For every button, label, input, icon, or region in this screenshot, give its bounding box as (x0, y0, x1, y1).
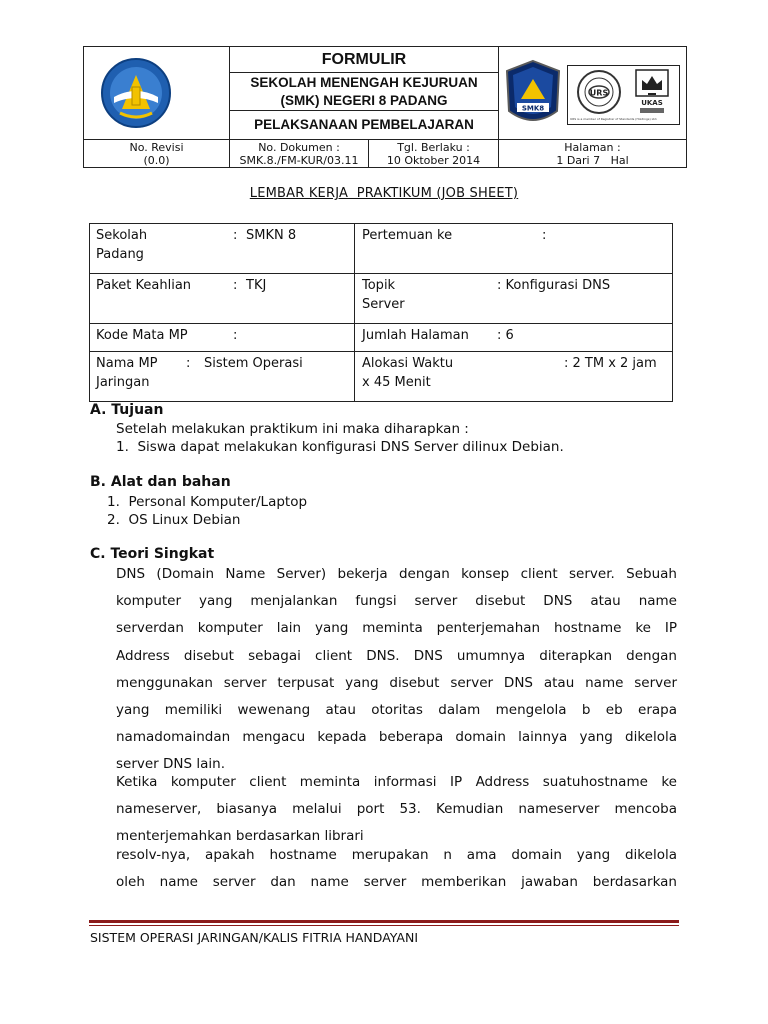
subject-code-cell (90, 324, 355, 351)
process-title: PELAKSANAAN PEMBELAJARAN (254, 117, 474, 132)
footer-rule-thick (89, 920, 679, 923)
revision-label: No. Revisi (129, 141, 184, 154)
effective-date-cell (369, 140, 499, 167)
section-b-item-1: 1. Personal Komputer/Laptop (107, 494, 308, 510)
subject-name-cell (90, 352, 355, 401)
form-header-table (83, 46, 687, 168)
subject-code-colon: : (233, 328, 238, 343)
info-row-school (90, 224, 672, 274)
info-row-subject (90, 352, 672, 401)
theory-line-9: Ketika komputer client meminta informasi IP Address suatuhostname ke (116, 774, 677, 790)
time-allocation-label: Alokasi Waktu (362, 356, 454, 371)
info-row-code (90, 324, 672, 352)
urs-logo-text: URS (589, 88, 609, 98)
meeting-cell (355, 224, 672, 273)
job-sheet-info-table (89, 223, 673, 402)
section-b-heading: B. Alat dan bahan (90, 474, 231, 490)
page-count-value: 1 Dari 7 Hal (556, 154, 629, 167)
document-title: LEMBAR KERJA PRAKTIKUM (JOB SHEET) (249, 186, 519, 201)
footer-rule-thin (89, 925, 679, 926)
tut-wuri-handayani-logo (84, 47, 230, 139)
page-count-label: Halaman : (564, 141, 621, 154)
theory-line-11: menterjemahkan berdasarkan librari (116, 828, 364, 844)
page-total-label: Jumlah Halaman (362, 328, 469, 343)
topic-cell (355, 274, 672, 323)
meeting-label: Pertemuan ke (362, 228, 453, 243)
theory-line-6: yang memiliki wewenang atau otoritas dalam mengelola b eb erapa (116, 702, 677, 718)
school-cell (90, 224, 355, 273)
section-a-item-1: 1. Siswa dapat melakukan konfigurasi DNS Server dilinux Debian. (116, 439, 564, 455)
revision-value: (0.0) (143, 154, 170, 167)
page-count-cell (499, 140, 686, 167)
page-total-value: : 6 (497, 328, 514, 343)
school-label: Sekolah (96, 228, 148, 243)
effective-date-value: 10 Oktober 2014 (386, 154, 481, 167)
theory-line-10: nameserver, biasanya melalui port 53. Kemudian nameserver mencoba (116, 801, 677, 817)
time-allocation-value: : 2 TM x 2 jam (564, 356, 657, 371)
school-value-cont: Padang (96, 247, 144, 262)
school-colon: : (233, 228, 238, 243)
skill-package-colon: : (233, 278, 238, 293)
ukas-logo-text: UKAS (641, 99, 663, 107)
topic-label: Topik (362, 278, 396, 293)
meeting-colon: : (542, 228, 547, 243)
document-number-cell (230, 140, 369, 167)
skill-package-cell (90, 274, 355, 323)
theory-line-7: namadomaindan mengacu kepada beberapa domain lainnya yang dikelola (116, 729, 677, 745)
section-a-intro: Setelah melakukan praktikum ini maka diharapkan : (116, 421, 469, 437)
urs-logo (572, 68, 626, 116)
theory-line-5: menggunakan server terpusat yang disebut server DNS atau name server (116, 675, 677, 691)
school-name-line1: SEKOLAH MENENGAH KEJURUAN (250, 75, 478, 90)
topic-value-cont: Server (362, 297, 405, 312)
tut-wuri-logo-cell (84, 47, 230, 139)
info-row-skill (90, 274, 672, 324)
certification-logos-cell (499, 47, 686, 139)
skill-package-value: TKJ (246, 278, 267, 293)
school-name (230, 73, 498, 111)
certificate-caption: URS is a member of Registrar of Standards (Holdings) Ltd. (570, 117, 658, 121)
document-number-value: SMK.8./FM-KUR/03.11 (239, 154, 359, 167)
document-meta-row (84, 139, 686, 167)
skill-package-label: Paket Keahlian (96, 278, 192, 293)
theory-line-13: oleh name server dan name server memberikan jawaban berdasarkan (116, 874, 677, 890)
section-a-heading: A. Tujuan (90, 402, 164, 418)
section-c-heading: C. Teori Singkat (90, 546, 215, 562)
theory-line-3: serverdan komputer lain yang meminta penterjemahan hostname ke IP (116, 620, 677, 636)
urs-ukas-certificate-logo (567, 65, 680, 125)
theory-line-2: komputer yang menjalankan fungsi server disebut DNS atau name (116, 593, 677, 609)
subject-name-label: Nama MP (96, 356, 158, 371)
topic-value: : Konfigurasi DNS (497, 278, 611, 293)
time-allocation-value-cont: x 45 Menit (362, 375, 431, 390)
ukas-crown-logo (630, 68, 674, 116)
form-title: FORMULIR (230, 47, 498, 73)
header-title-cell (230, 47, 499, 139)
theory-line-4: Address disebut sebagai client DNS. DNS umumnya diterapkan dengan (116, 648, 677, 664)
smk8-logo (503, 59, 563, 131)
time-allocation-cell (355, 352, 672, 401)
page-footer: SISTEM OPERASI JARINGAN/KALIS FITRIA HANDAYANI (90, 930, 419, 945)
subject-name-value-cont: Jaringan (96, 375, 150, 390)
section-b-item-2: 2. OS Linux Debian (107, 512, 241, 528)
theory-line-12: resolv-nya, apakah hostname merupakan n ama domain yang dikelola (116, 847, 677, 863)
smk8-logo-text: SMK8 (521, 104, 545, 113)
page-total-cell (355, 324, 672, 351)
effective-date-label: Tgl. Berlaku : (397, 141, 470, 154)
revision-cell (84, 140, 230, 167)
subject-name-value: Sistem Operasi (204, 356, 303, 371)
subject-name-colon: : (186, 356, 191, 371)
theory-line-8: server DNS lain. (116, 756, 226, 772)
subject-code-label: Kode Mata MP (96, 328, 188, 343)
school-name-line2: (SMK) NEGERI 8 PADANG (280, 93, 448, 108)
document-number-label: No. Dokumen : (258, 141, 340, 154)
school-value: SMKN 8 (246, 228, 297, 243)
theory-line-1: DNS (Domain Name Server) bekerja dengan konsep client server. Sebuah (116, 566, 677, 582)
